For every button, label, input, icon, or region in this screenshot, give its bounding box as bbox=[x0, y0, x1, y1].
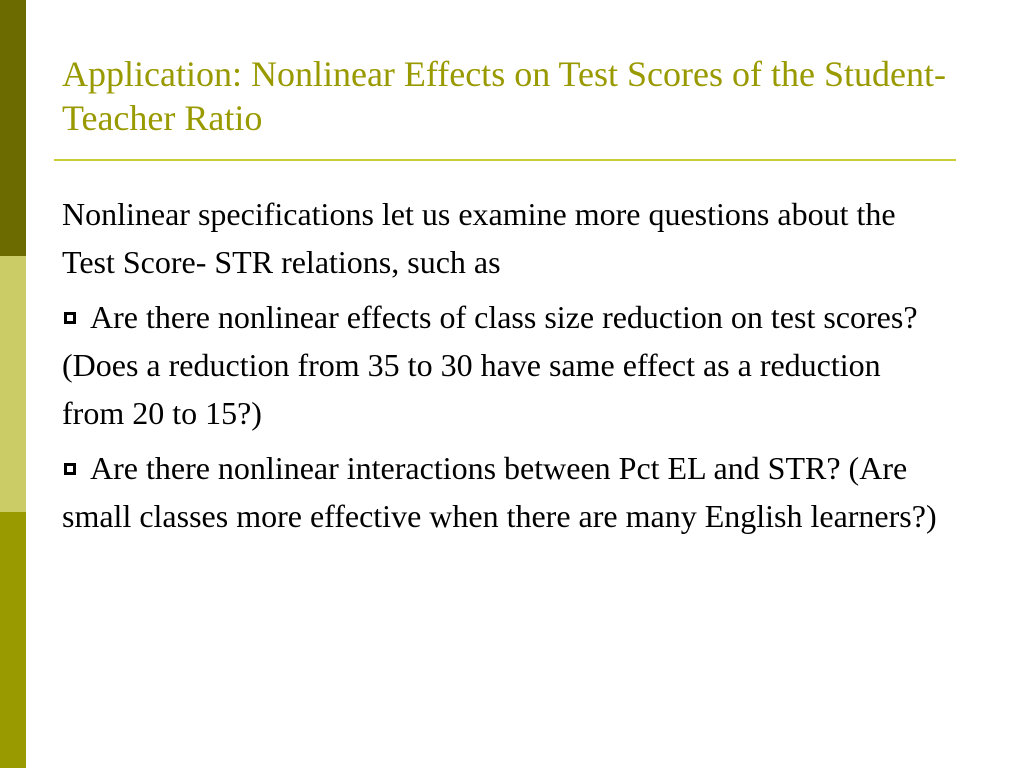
side-accent-bar bbox=[0, 0, 26, 768]
bullet-text-1: Are there nonlinear effects of class size reduction on test scores? (Does a reduction from 35 to 30 have same effect as a reduction from 20 to 15?) bbox=[62, 299, 918, 431]
intro-paragraph: Nonlinear specifications let us examine more questions about the Test Score- STR relations, such as bbox=[62, 196, 896, 280]
bullet-item-1 bbox=[62, 293, 942, 437]
title-underline-rule bbox=[54, 159, 956, 161]
side-bar-bottom-segment bbox=[0, 512, 26, 768]
bullet-item-2 bbox=[62, 444, 942, 540]
hollow-square-bullet-icon bbox=[64, 312, 76, 324]
bullet-text-2: Are there nonlinear interactions between Pct EL and STR? (Are small classes more effective when there are many English learners?) bbox=[62, 450, 937, 534]
slide-title: Application: Nonlinear Effects on Test Scores of the Student-Teacher Ratio bbox=[62, 54, 946, 138]
side-bar-top-segment bbox=[0, 0, 26, 256]
slide-body bbox=[62, 190, 942, 547]
side-bar-middle-segment bbox=[0, 256, 26, 512]
hollow-square-bullet-icon bbox=[64, 463, 76, 475]
